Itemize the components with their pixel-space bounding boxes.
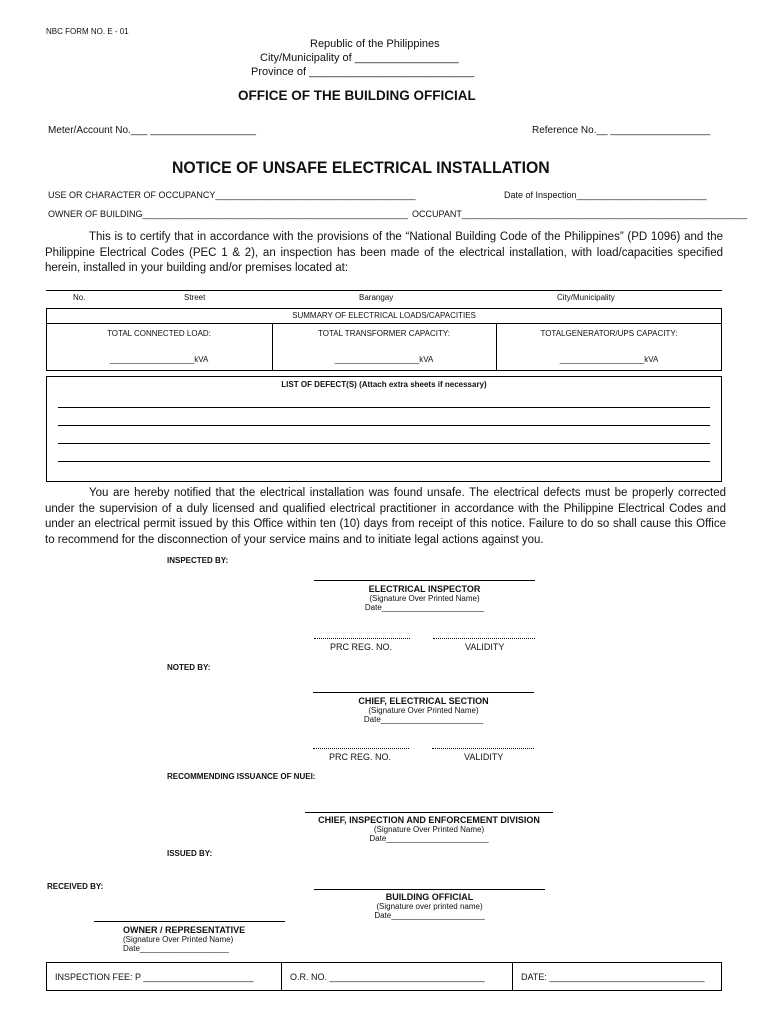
owner-sub: (Signature Over Printed Name) — [123, 935, 234, 944]
transformer-capacity-label: TOTAL TRANSFORMER CAPACITY: — [317, 329, 451, 338]
chief-section-prc-line[interactable] — [313, 748, 409, 749]
reference-field[interactable]: Reference No.__ __________________ — [532, 125, 711, 136]
owner-block — [123, 925, 245, 953]
summary-divider — [47, 323, 721, 324]
city-line[interactable]: City/Municipality of _________________ — [260, 52, 459, 64]
owner-date[interactable]: Date____________________ — [123, 944, 229, 953]
chief-section-block — [313, 696, 534, 724]
building-official-date[interactable]: Date_____________________ — [374, 911, 485, 920]
inspector-date[interactable]: Date_______________________ — [364, 603, 485, 612]
chief-section-validity-label: VALIDITY — [464, 752, 504, 762]
date-field[interactable]: DATE: _______________________________ — [521, 972, 705, 982]
defect-line[interactable] — [58, 425, 710, 426]
connected-load-value[interactable]: ___________________kVA — [109, 355, 209, 364]
chief-section-prc-label: PRC REG. NO. — [329, 752, 392, 762]
transformer-capacity-value[interactable]: ___________________kVA — [334, 355, 434, 364]
chief-section-sub: (Signature Over Printed Name) — [368, 706, 479, 715]
republic-line: Republic of the Philippines — [310, 38, 440, 50]
intro-paragraph — [45, 230, 723, 277]
address-barangay-label: Barangay — [359, 293, 394, 302]
inspector-title: ELECTRICAL INSPECTOR — [368, 584, 481, 594]
chief-division-date[interactable]: Date_______________________ — [369, 834, 489, 843]
chief-division-sub: (Signature Over Printed Name) — [373, 825, 485, 834]
province-line[interactable]: Province of ___________________________ — [251, 66, 475, 78]
meter-account-field[interactable]: Meter/Account No.___ ___________________ — [48, 125, 256, 136]
date-inspection-field[interactable]: Date of Inspection__________________________ — [504, 190, 707, 200]
page-title: NOTICE OF UNSAFE ELECTRICAL INSTALLATION — [172, 158, 550, 177]
chief-division-title: CHIEF, INSPECTION AND ENFORCEMENT DIVISION — [318, 815, 540, 825]
chief-section-date[interactable]: Date_______________________ — [363, 715, 484, 724]
inspector-sub: (Signature Over Printed Name) — [369, 594, 480, 603]
occupant-field[interactable]: OCCUPANT_________________________________________________________ — [412, 209, 748, 219]
inspector-prc-label: PRC REG. NO. — [330, 642, 393, 652]
intro-text: This is to certify that in accordance with the provisions of the “National Building Code of the Philippines” (PD 1096) and the Philippine Electrical Codes (PEC 1 & 2), an inspection has been made of the electrical installation, with load/capacities specified herein, installed in your building and/or premises located at: — [45, 231, 723, 274]
chief-division-block — [300, 815, 558, 843]
building-official-sub: (Signature over printed name) — [376, 902, 483, 911]
owner-title: OWNER / REPRESENTATIVE — [123, 925, 246, 935]
inspector-validity-line[interactable] — [433, 638, 535, 639]
defects-box — [46, 376, 722, 482]
address-line[interactable] — [46, 290, 722, 291]
owner-field[interactable]: OWNER OF BUILDING_____________________________________________________ — [48, 209, 408, 219]
inspector-signature-line[interactable] — [314, 580, 535, 581]
notice-text: You are hereby notified that the electrical installation was found unsafe. The electrical defects must be properly corrected under the supervision of a duly licensed and qualified electrical practitioner in accordance with the Philippine Electrical Codes and under an electrical permit issued by this Office within ten (10) days from receipt of this notice. Failure to do so shall cause this Office to recommend for the disconnection of your service mains and to initiate legal actions against you. — [45, 487, 726, 546]
or-number-field[interactable]: O.R. NO. _______________________________ — [290, 972, 485, 982]
inspector-block — [314, 584, 535, 612]
chief-section-validity-line[interactable] — [432, 748, 534, 749]
defect-line[interactable] — [58, 407, 710, 408]
footer-divider — [512, 963, 513, 990]
building-official-title: BUILDING OFFICIAL — [385, 892, 474, 902]
issued-by-label: ISSUED BY: — [167, 849, 213, 858]
address-city-label: City/Municipality — [557, 293, 615, 302]
building-official-block — [314, 892, 545, 920]
connected-load-label: TOTAL CONNECTED LOAD: — [107, 329, 211, 338]
address-street-label: Street — [184, 293, 206, 302]
noted-by-label: NOTED BY: — [167, 663, 211, 672]
footer-divider — [281, 963, 282, 990]
chief-division-signature-line[interactable] — [305, 812, 553, 813]
defect-line[interactable] — [58, 461, 710, 462]
recommending-label: RECOMMENDING ISSUANCE OF NUEI: — [167, 772, 316, 781]
notice-paragraph — [45, 486, 726, 548]
generator-capacity-value[interactable]: ___________________kVA — [559, 355, 659, 364]
owner-signature-line[interactable] — [94, 921, 285, 922]
inspector-validity-label: VALIDITY — [465, 642, 505, 652]
received-by-label: RECEIVED BY: — [47, 882, 104, 891]
building-official-signature-line[interactable] — [314, 889, 545, 890]
office-title: OFFICE OF THE BUILDING OFFICIAL — [238, 88, 476, 103]
generator-capacity-label: TOTALGENERATOR/UPS CAPACITY: — [540, 329, 678, 338]
inspected-by-label: INSPECTED BY: — [167, 556, 229, 565]
inspection-fee-field[interactable]: INSPECTION FEE: P ______________________ — [55, 972, 254, 982]
chief-section-signature-line[interactable] — [313, 692, 534, 693]
inspector-prc-line[interactable] — [314, 638, 410, 639]
summary-title: SUMMARY OF ELECTRICAL LOADS/CAPACITIES — [292, 311, 476, 320]
defects-title: LIST OF DEFECT(S) (Attach extra sheets if necessary) — [281, 380, 487, 389]
occupancy-field[interactable]: USE OR CHARACTER OF OCCUPANCY________________________________________ — [48, 190, 416, 200]
chief-section-title: CHIEF, ELECTRICAL SECTION — [358, 696, 489, 706]
defect-line[interactable] — [58, 443, 710, 444]
address-no-label: No. — [73, 293, 86, 302]
form-number: NBC FORM NO. E - 01 — [46, 27, 129, 36]
